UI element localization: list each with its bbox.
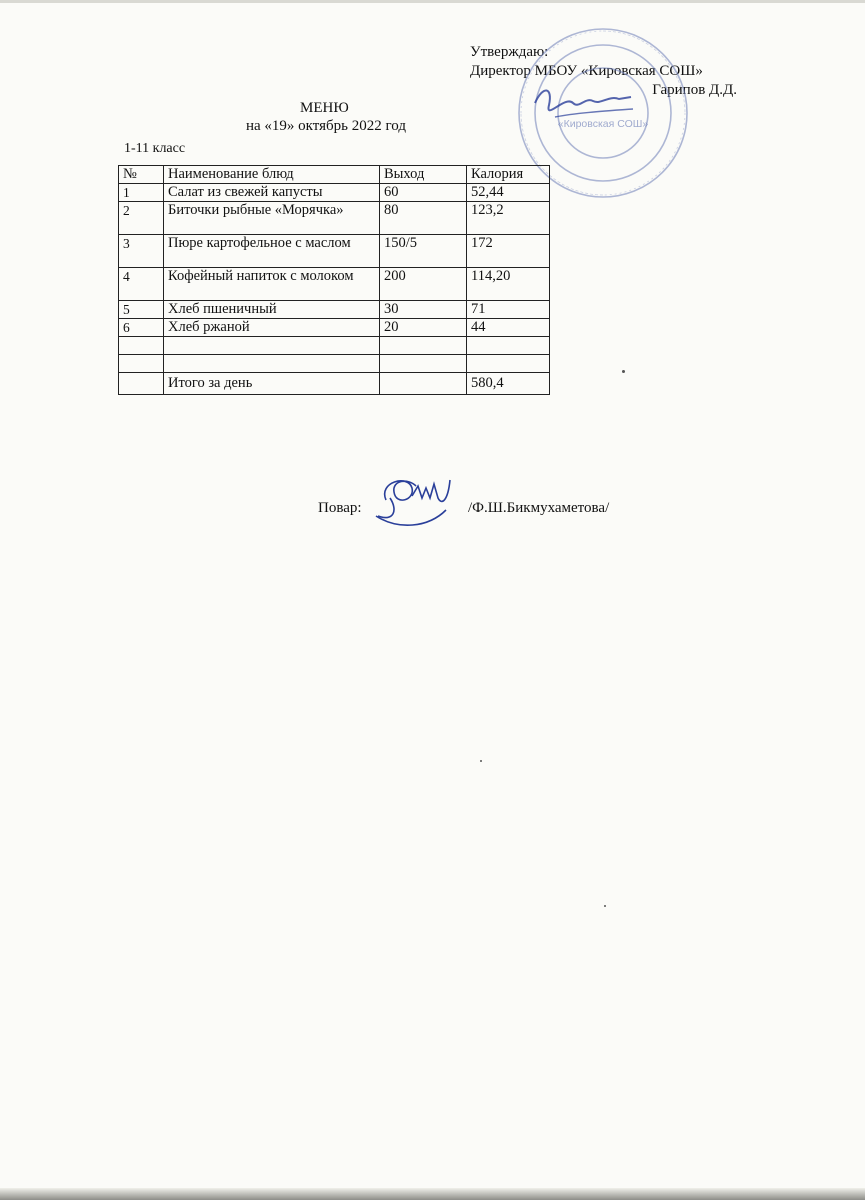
cook-signature [368,470,468,535]
dish-calories: 123,2 [467,202,550,235]
dish-yield: 20 [380,319,467,337]
dish-calories: 114,20 [467,268,550,301]
dish-calories: 172 [467,235,550,268]
approval-position: Директор МБОУ «Кировская СОШ» [470,63,703,79]
row-number: 4 [119,268,164,301]
column-header: № [119,166,164,184]
table-row [119,301,550,319]
dish-calories: 52,44 [467,184,550,202]
dish-yield: 200 [380,268,467,301]
dish-name: Хлеб пшеничный [164,301,380,319]
scan-speck [622,370,625,373]
table-row-empty [119,337,550,355]
document-title: МЕНЮ [300,100,349,116]
scan-edge-top [0,0,865,3]
document-date: на «19» октябрь 2022 год [246,118,406,134]
dish-name: Биточки рыбные «Морячка» [164,202,380,235]
table-row [119,184,550,202]
cook-label: Повар: [318,500,362,516]
dish-calories: 44 [467,319,550,337]
approval-heading: Утверждаю: [470,44,549,60]
dish-yield: 30 [380,301,467,319]
approval-director-name: Гарипов Д.Д. [652,82,737,98]
table-row [119,235,550,268]
table-total-row [119,373,550,395]
total-calories: 580,4 [467,373,550,395]
grade-label: 1-11 класс [124,141,186,156]
table-header-row [119,166,550,184]
scan-speck [480,760,482,762]
scan-edge-bottom [0,1188,865,1200]
total-label: Итого за день [164,373,380,395]
column-header: Калория [467,166,550,184]
scan-speck [604,905,606,907]
column-header: Наименование блюд [164,166,380,184]
column-header: Выход [380,166,467,184]
dish-name: Пюре картофельное с маслом [164,235,380,268]
dish-name: Салат из свежей капусты [164,184,380,202]
row-number: 3 [119,235,164,268]
table-row [119,319,550,337]
row-number: 5 [119,301,164,319]
cook-name: /Ф.Ш.Бикмухаметова/ [468,500,610,516]
dish-name: Хлеб ржаной [164,319,380,337]
table-row [119,202,550,235]
dish-yield: 80 [380,202,467,235]
director-signature [535,90,631,110]
table-row-empty [119,355,550,373]
table-row [119,268,550,301]
stamp-center-text: «Кировская СОШ» [557,118,649,130]
dish-name: Кофейный напиток с молоком [164,268,380,301]
row-number: 2 [119,202,164,235]
menu-table [118,165,550,395]
dish-yield: 150/5 [380,235,467,268]
row-number: 1 [119,184,164,202]
row-number: 6 [119,319,164,337]
dish-yield: 60 [380,184,467,202]
dish-calories: 71 [467,301,550,319]
